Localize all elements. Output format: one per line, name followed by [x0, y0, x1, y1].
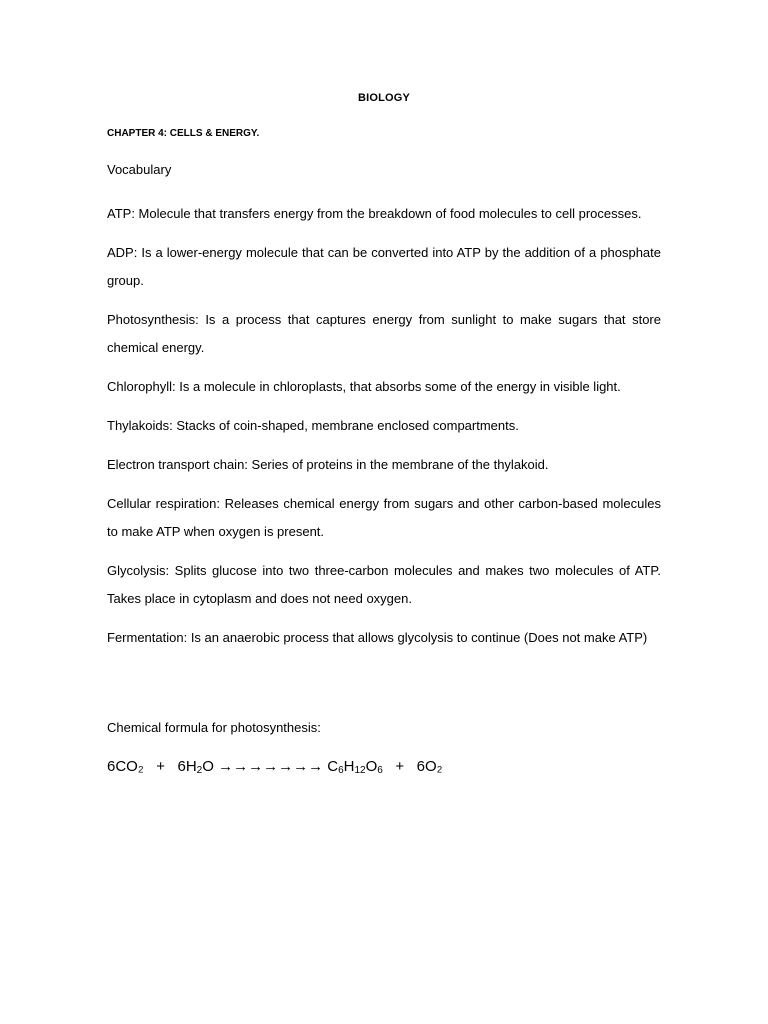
document-page: [107, 0, 661, 1024]
chapter-heading: CHAPTER 4: CELLS & ENERGY.: [107, 128, 260, 139]
document-title: BIOLOGY: [357, 92, 411, 104]
vocabulary-list: [107, 200, 661, 663]
vocabulary-entry-atp: ATP: Molecule that transfers energy from the breakdown of food molecules to cell processes.: [107, 206, 642, 221]
vocabulary-entry-thylakoids: Thylakoids: Stacks of coin-shaped, membrane enclosed compartments.: [107, 418, 519, 433]
plus-sign-2: +: [395, 758, 405, 775]
section-heading: Vocabulary: [107, 162, 172, 177]
vocabulary-entry-chlorophyll: Chlorophyll: Is a molecule in chloroplasts, that absorbs some of the energy in visible light.: [107, 379, 621, 394]
plus-sign: +: [156, 758, 165, 775]
formula-label: Chemical formula for photosynthesis:: [107, 720, 321, 735]
vocabulary-entry-cellular-respiration: Cellular respiration: Releases chemical energy from sugars and other carbon-based molecules to make ATP when oxygen is present.: [107, 496, 661, 539]
reactant-co2: 6CO₂: [107, 758, 144, 775]
vocabulary-entry-electron-transport-chain: Electron transport chain: Series of proteins in the membrane of the thylakoid.: [107, 457, 549, 472]
vocabulary-entry-fermentation: Fermentation: Is an anaerobic process that allows glycolysis to continue (Does not make ATP): [107, 630, 648, 645]
reaction-arrows: →→→→→→→: [218, 758, 324, 775]
vocabulary-entry-adp: ADP: Is a lower-energy molecule that can be converted into ATP by the addition of a phosphate group.: [107, 245, 661, 288]
photosynthesis-equation: [107, 758, 442, 776]
reactant-h2o: $6H_2O$: [177, 758, 214, 776]
vocabulary-entry-glycolysis: Glycolysis: Splits glucose into two three-carbon molecules and makes two molecules of ATP. Takes place in cytoplasm and does not need oxygen.: [107, 563, 661, 606]
product-glucose: $C_6H_{12}O_6$: [327, 758, 383, 776]
vocabulary-entry-photosynthesis: Photosynthesis: Is a process that captures energy from sunlight to make sugars that store chemical energy.: [107, 312, 661, 355]
product-o2: 6O₂: [416, 758, 443, 775]
